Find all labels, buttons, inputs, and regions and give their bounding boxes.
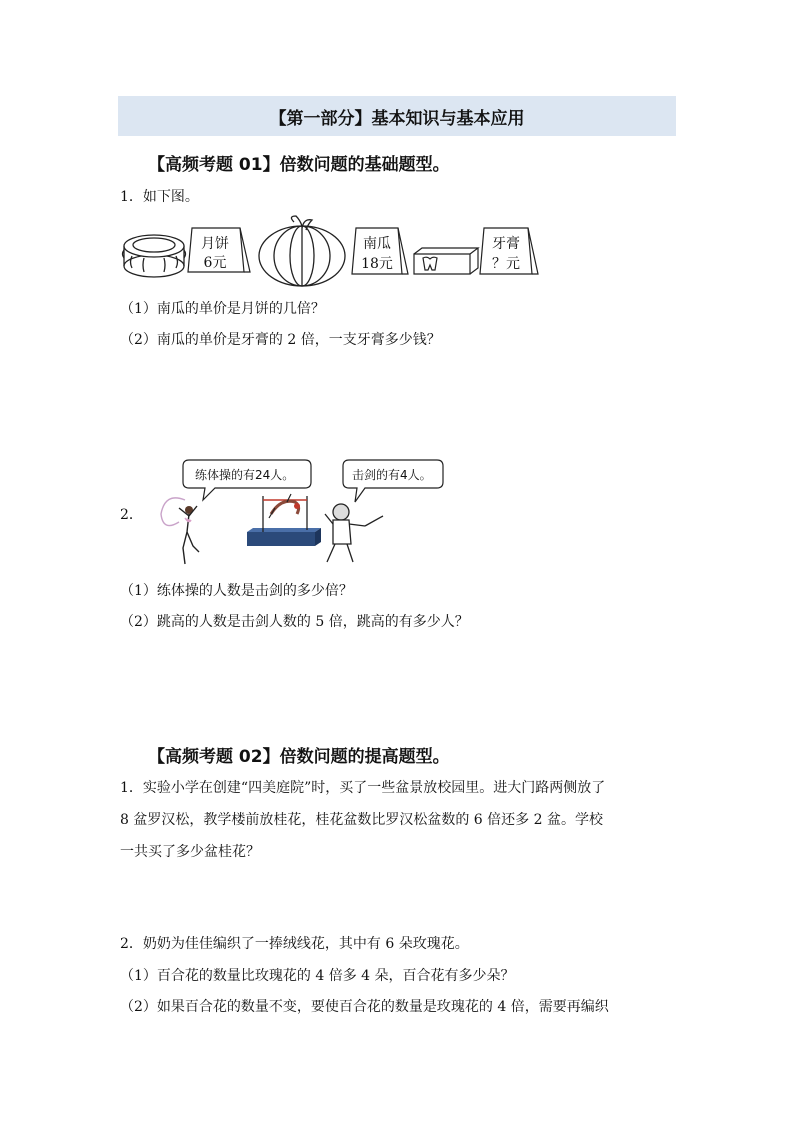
s2-question-2-part-1: （1）百合花的数量比玫瑰花的 4 倍多 4 朵，百合花有多少朵？ — [120, 968, 515, 984]
sign-mooncake-name: 月饼 — [201, 236, 229, 252]
sign-pumpkin-price: 18元 — [361, 256, 393, 272]
question-1-part-1: （1）南瓜的单价是月饼的几倍？ — [120, 301, 325, 317]
question-2-part-2: （2）跳高的人数是击剑人数的 5 倍，跳高的有多少人？ — [120, 614, 469, 630]
high-jump-icon — [247, 494, 321, 546]
bubble-gymnastics-text: 练体操的有24人。 — [195, 468, 295, 482]
pumpkin-icon — [259, 216, 345, 286]
bubble-fencing-text: 击剑的有4人。 — [352, 468, 432, 482]
sign-pumpkin-name: 南瓜 — [363, 236, 391, 252]
sign-toothpaste-name: 牙膏 — [492, 236, 520, 252]
question-2-part-1: （1）练体操的人数是击剑的多少倍？ — [120, 583, 353, 599]
s2-question-1-line-2: 8 盆罗汉松，教学楼前放桂花，桂花盆数比罗汉松盆数的 6 倍还多 2 盆。学校 — [120, 812, 603, 828]
sign-toothpaste-price: ？元 — [492, 256, 520, 272]
question-1-part-2: （2）南瓜的单价是牙膏的 2 倍，一支牙膏多少钱？ — [120, 332, 441, 348]
sign-mooncake-price: 6元 — [203, 255, 227, 271]
mooncake-icon — [123, 235, 186, 277]
section-title-02: 【高频考题 02】倍数问题的提高题型。 — [148, 747, 450, 767]
question-2-number: 2． — [120, 507, 143, 523]
question-1-intro: 1．如下图。 — [120, 189, 199, 205]
s2-question-1-line-3: 一共买了多少盆桂花？ — [120, 844, 260, 860]
toothpaste-box-icon — [414, 248, 478, 274]
s2-question-2-intro: 2．奶奶为佳佳编织了一捧绒线花，其中有 6 朵玫瑰花。 — [120, 936, 469, 952]
fencer-icon — [325, 504, 383, 562]
section-title-01: 【高频考题 01】倍数问题的基础题型。 — [148, 155, 450, 175]
s2-question-1-line-1: 1．实验小学在创建“四美庭院”时，买了一些盆景放校园里。进大门路两侧放了 — [120, 780, 606, 796]
gymnast-icon — [161, 498, 199, 564]
sports-illustration — [155, 452, 455, 568]
s2-question-2-part-2: （2）如果百合花的数量不变，要使百合花的数量是玫瑰花的 4 倍，需要再编织 — [120, 999, 609, 1015]
part-banner: 【第一部分】基本知识与基本应用 — [118, 96, 676, 136]
price-illustration — [118, 214, 548, 288]
